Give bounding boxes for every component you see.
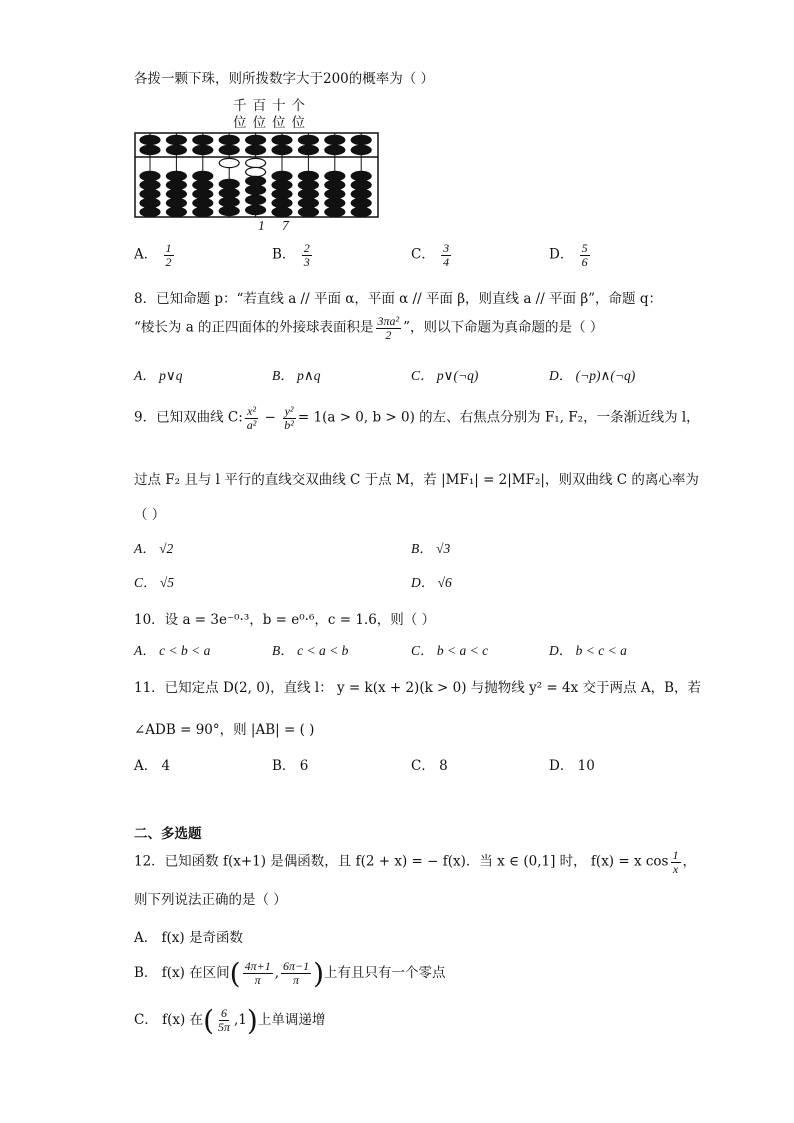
- q7-option-a[interactable]: [134, 242, 176, 268]
- frac-num: y²: [284, 404, 294, 418]
- frac-num: x²: [247, 404, 257, 418]
- abacus-lower-bead: [166, 171, 186, 180]
- q12-optc-b: 上单调递增: [257, 1012, 326, 1028]
- frac-den: 6: [581, 254, 588, 269]
- frac-den: π: [254, 973, 261, 987]
- abacus-lower-bead: [246, 205, 266, 214]
- frac-den: 4: [443, 254, 450, 269]
- place-suffix-3: 位: [272, 115, 292, 131]
- q11-line1: 11．已知定点 D(2, 0)，直线 l： y = k(x + 2)(k > 0) 与抛物线 y² = 4x 交于两点 A，B，若: [134, 680, 701, 696]
- abacus-lower-bead: [298, 171, 318, 180]
- q11-option-c[interactable]: C． 8: [411, 758, 448, 774]
- q11-line2: ∠ADB = 90°，则 |AB| = ( ): [134, 722, 315, 738]
- q9-line1: 9．已知双曲线 C: $\frac{\text{x²}}{\text{a²}}$ − $\frac{\text{y²}}{\text{b²}}$ = 1(a > 0, b > 0) 的左、右焦点分别为 F₁, F₂，一条渐近线为 l，: [134, 404, 700, 432]
- place-label-thousands: 千: [233, 98, 253, 114]
- q8-line2-a: “棱长为 a 的正四面体的外接球表面积是: [134, 319, 374, 336]
- abacus-lower-bead: [219, 206, 239, 215]
- abacus-lower-bead: [219, 188, 239, 197]
- q8-line1: 8．已知命题 p：“若直线 a // 平面 α，平面 α // 平面 β，则直线 a // 平面 β”，命题 q：: [134, 291, 662, 307]
- q11-option-d[interactable]: D． 10: [549, 758, 595, 774]
- q9-line1-b: = 1(a > 0, b > 0) 的左、右焦点分别为 F₁, F₂，一条渐近线为 l，: [297, 409, 700, 426]
- frac-den: 3: [303, 254, 310, 269]
- frac-den: b²: [284, 417, 294, 432]
- abacus-lower-bead: [298, 198, 318, 207]
- abacus-upper-bead: [219, 135, 239, 144]
- q9-option-d[interactable]: D． √6: [411, 575, 452, 590]
- abacus-upper-bead: [219, 145, 239, 154]
- abacus-lower-bead: [351, 198, 371, 207]
- abacus-lower-bead: [193, 207, 213, 216]
- place-suffix-4: 位: [291, 115, 311, 131]
- abacus-upper-bead: [272, 145, 292, 154]
- abacus-upper-bead: [325, 135, 345, 144]
- q8-option-c[interactable]: C． p∨(¬q): [411, 368, 479, 383]
- q10-option-d[interactable]: D． b < c < a: [549, 643, 627, 658]
- q10-option-c[interactable]: C． b < a < c: [411, 643, 489, 658]
- frac-den: π: [293, 973, 300, 987]
- abacus-upper-bead: [351, 145, 371, 154]
- abacus-upper-bead: [166, 135, 186, 144]
- abacus-lower-bead: [140, 180, 160, 189]
- abacus-lower-bead: [219, 197, 239, 206]
- frac-num: 6π−1: [283, 959, 310, 974]
- abacus-lower-bead: [298, 180, 318, 189]
- q8-line2-b: ”，则以下命题为真命题的是（ ）: [403, 319, 604, 336]
- frac-num: 1: [165, 241, 172, 255]
- abacus-digit-2: 7: [282, 218, 289, 233]
- abacus-lower-bead: [166, 189, 186, 198]
- q12-line1-b: ，: [682, 853, 696, 870]
- abacus-upper-bead: [351, 135, 371, 144]
- q9-line1-a: 9．已知双曲线 C:: [134, 409, 243, 426]
- abacus-lower-bead: [272, 171, 292, 180]
- abacus-upper-bead: [298, 145, 318, 154]
- q8-line2: [134, 315, 603, 341]
- abacus-lower-bead-outline: [219, 158, 239, 167]
- place-suffix-1: 位: [233, 115, 253, 131]
- q12-optb-b: 上有且只有一个零点: [324, 965, 446, 981]
- abacus-lower-bead: [166, 180, 186, 189]
- q12-optc-c: ,1: [234, 1012, 247, 1028]
- abacus-lower-bead: [193, 171, 213, 180]
- q9-option-c[interactable]: C． √5: [134, 575, 175, 590]
- q11-option-a[interactable]: A． 4: [134, 758, 171, 774]
- frac-den: x: [672, 861, 679, 876]
- abacus-upper-bead: [193, 145, 213, 154]
- abacus-lower-bead: [193, 180, 213, 189]
- q7-stem: 各拨一颗下珠，则所拨数字大于200的概率为（ ）: [134, 71, 435, 87]
- abacus-lower-bead-outline: [246, 167, 266, 176]
- q12-optb-a: B． f(x) 在区间: [134, 965, 230, 981]
- abacus-lower-bead: [193, 189, 213, 198]
- q12-line2: 则下列说法正确的是（ ）: [134, 892, 287, 908]
- q12-option-c[interactable]: C． f(x) 在( $\frac{6}{5\pi}$ ,1)上单调递增: [134, 1004, 326, 1037]
- abacus-lower-bead: [140, 207, 160, 216]
- option-letter: B．: [272, 246, 296, 263]
- abacus-figure: [134, 132, 379, 218]
- q8-option-d[interactable]: D． (¬p)∧(¬q): [549, 368, 636, 383]
- frac-num: 4π+1: [244, 959, 271, 974]
- frac-num: 5: [581, 241, 588, 255]
- abacus-upper-bead: [246, 145, 266, 154]
- abacus-lower-bead: [325, 180, 345, 189]
- q11-option-b[interactable]: B． 6: [272, 758, 309, 774]
- abacus-lower-bead: [166, 207, 186, 216]
- q8-option-a[interactable]: A． p∨q: [134, 368, 183, 383]
- abacus-lower-bead: [166, 198, 186, 207]
- frac-num: 3: [443, 241, 450, 255]
- abacus-lower-bead: [325, 207, 345, 216]
- q7-option-b[interactable]: [272, 242, 314, 268]
- place-label-hundreds: 百: [252, 98, 272, 114]
- abacus-upper-bead: [166, 145, 186, 154]
- place-suffix-2: 位: [252, 115, 272, 131]
- place-label-ones: 个: [291, 98, 311, 114]
- abacus-lower-bead: [325, 171, 345, 180]
- abacus-digit-1: 1: [258, 218, 265, 233]
- q12-line1-a: 12．已知函数 f(x+1) 是偶函数，且 f(2 + x) = − f(x)．当 x ∈ (0,1] 时， f(x) = x cos: [134, 853, 669, 870]
- q12-option-a[interactable]: A． f(x) 是奇函数: [134, 930, 243, 946]
- q12-optc-a: C． f(x) 在: [134, 1012, 204, 1028]
- q7-option-c[interactable]: [411, 242, 453, 268]
- abacus-lower-bead: [351, 207, 371, 216]
- q9-option-a[interactable]: A． √2: [134, 541, 174, 556]
- place-label-tens: 十: [272, 98, 292, 114]
- abacus-upper-bead: [140, 145, 160, 154]
- abacus-lower-bead: [140, 189, 160, 198]
- place-suffixes: [233, 111, 311, 131]
- abacus-upper-bead: [140, 135, 160, 144]
- frac-num: 6: [221, 1006, 227, 1021]
- q8-option-b[interactable]: B． p∧q: [272, 368, 321, 383]
- frac-den: a²: [246, 417, 257, 432]
- section-title: 二、多选题: [134, 826, 202, 842]
- q12-option-b[interactable]: B． f(x) 在区间( $\frac{4\pi+1}{\pi}$ , $\frac{6\pi-1}{\pi}$ )上有且只有一个零点: [134, 957, 446, 990]
- frac-num: 3πa²: [377, 314, 400, 328]
- frac-num: 1: [672, 848, 679, 862]
- abacus-lower-bead: [351, 171, 371, 180]
- abacus-lower-bead: [140, 171, 160, 180]
- q9-line3: （ ）: [134, 507, 166, 523]
- abacus-lower-bead: [351, 189, 371, 198]
- abacus-upper-bead: [272, 135, 292, 144]
- option-letter: D．: [549, 246, 574, 263]
- abacus-lower-bead: [272, 189, 292, 198]
- abacus-upper-bead: [246, 135, 266, 144]
- abacus-upper-bead: [193, 135, 213, 144]
- q10-option-b[interactable]: B． c < a < b: [272, 643, 349, 658]
- abacus-lower-bead: [246, 195, 266, 204]
- option-letter: A．: [134, 246, 158, 263]
- abacus-lower-bead: [246, 176, 266, 185]
- abacus-lower-bead: [351, 180, 371, 189]
- abacus-lower-bead: [272, 180, 292, 189]
- frac-num: 2: [303, 241, 310, 255]
- frac-den: 2: [165, 254, 172, 269]
- option-letter: C．: [411, 246, 435, 263]
- frac-den: 2: [385, 327, 392, 342]
- abacus-upper-bead: [325, 145, 345, 154]
- abacus-lower-bead: [246, 185, 266, 194]
- abacus-lower-bead: [219, 179, 239, 188]
- frac-den: 5π: [218, 1020, 231, 1034]
- q9-option-b[interactable]: B． √3: [411, 541, 451, 556]
- q10-option-a[interactable]: A． c < b < a: [134, 643, 211, 658]
- abacus-lower-bead-outline: [246, 158, 266, 167]
- q9-line2: 过点 F₂ 且与 l 平行的直线交双曲线 C 于点 M，若 |MF₁| = 2|MF₂|，则双曲线 C 的离心率为: [134, 472, 699, 488]
- abacus-lower-bead: [140, 198, 160, 207]
- abacus-lower-bead: [298, 207, 318, 216]
- abacus-lower-bead: [325, 189, 345, 198]
- abacus-lower-bead: [298, 189, 318, 198]
- abacus-lower-bead: [272, 207, 292, 216]
- abacus-lower-bead: [325, 198, 345, 207]
- q7-option-d[interactable]: [549, 242, 592, 268]
- q12-line1: [134, 849, 696, 875]
- abacus-upper-bead: [298, 135, 318, 144]
- q10-stem: 10．设 a = 3e⁻⁰·³，b = e⁰·⁶，c = 1.6，则（ ）: [134, 612, 436, 628]
- abacus-lower-bead: [272, 198, 292, 207]
- abacus-lower-bead: [193, 198, 213, 207]
